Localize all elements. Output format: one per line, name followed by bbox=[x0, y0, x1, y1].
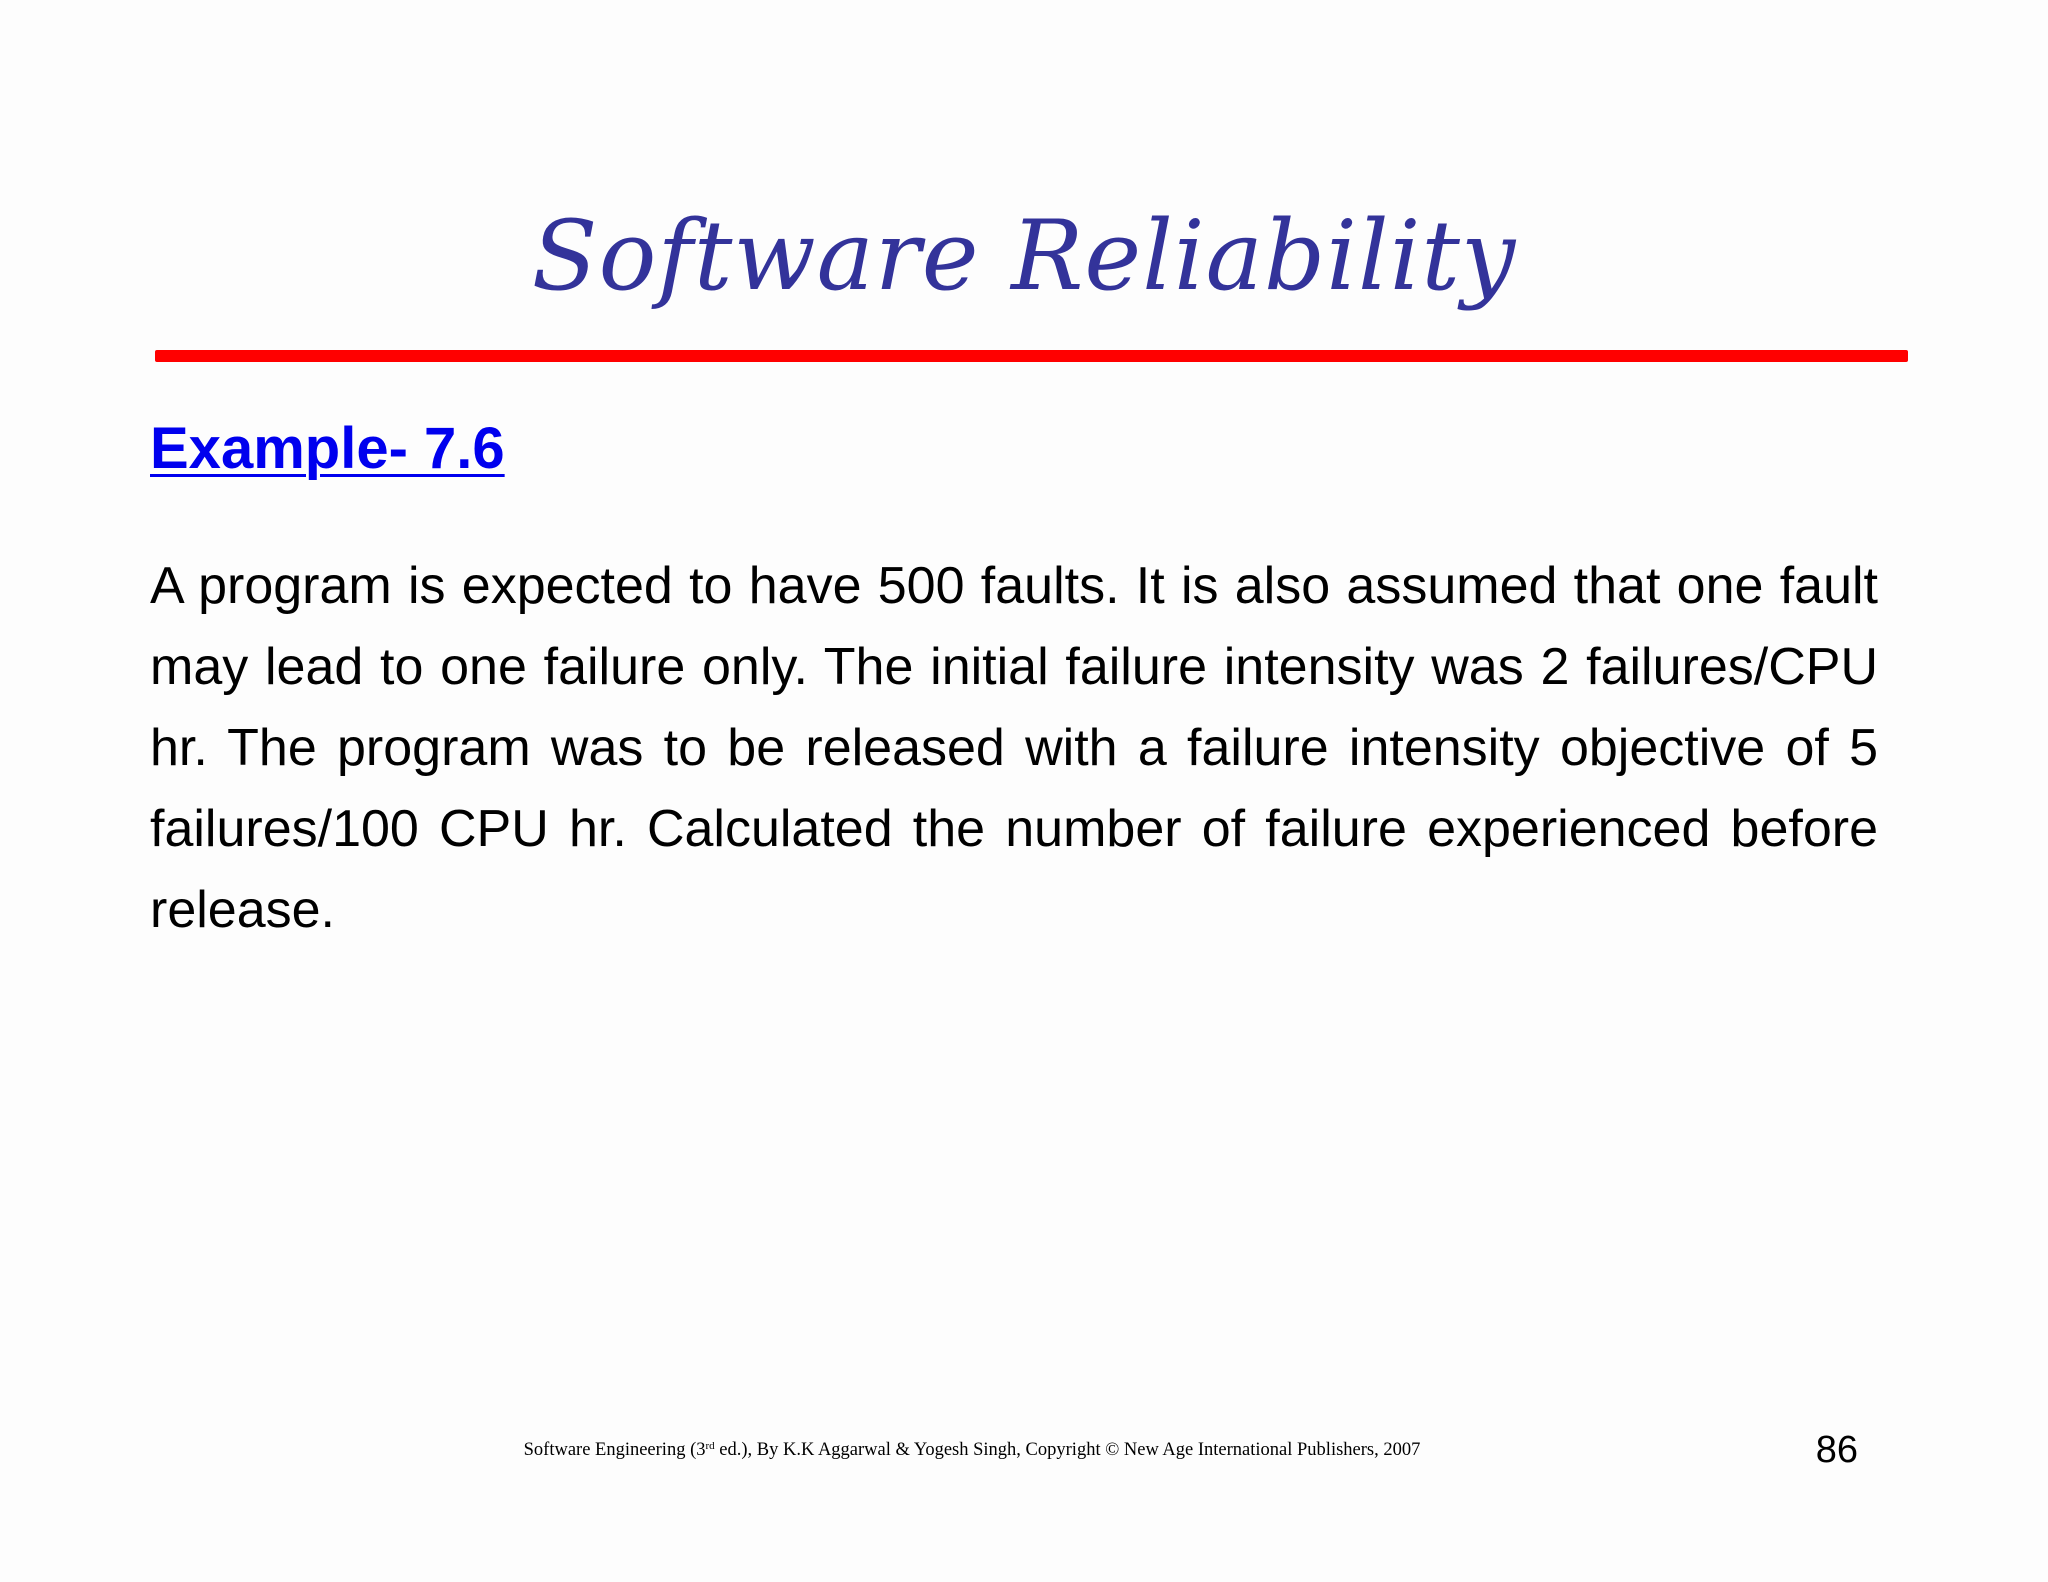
footer-superscript: rd bbox=[705, 1440, 715, 1452]
example-problem-text: A program is expected to have 500 faults. It is also assumed that one fault may lead to one failure only. The initial failure intensity was 2 failures/CPU hr. The program was to be released with a failure intensity objective of 5 failures/100 CPU hr. Calculated the number of failure experienced before release. bbox=[150, 557, 1878, 939]
title-divider bbox=[155, 350, 1908, 362]
page-number: 86 bbox=[1815, 1429, 1858, 1471]
footer-text-start: Software Engineering (3 bbox=[523, 1440, 706, 1460]
footer-text-end: ed.), By K.K Aggarwal & Yogesh Singh, Copyright © New Age International Publishers, 2007 bbox=[714, 1440, 1421, 1460]
example-heading-link[interactable]: Example- 7.6 bbox=[150, 416, 505, 481]
slide-title: Software Reliability bbox=[531, 200, 1517, 312]
slide-footer-citation bbox=[0, 1437, 1944, 1463]
